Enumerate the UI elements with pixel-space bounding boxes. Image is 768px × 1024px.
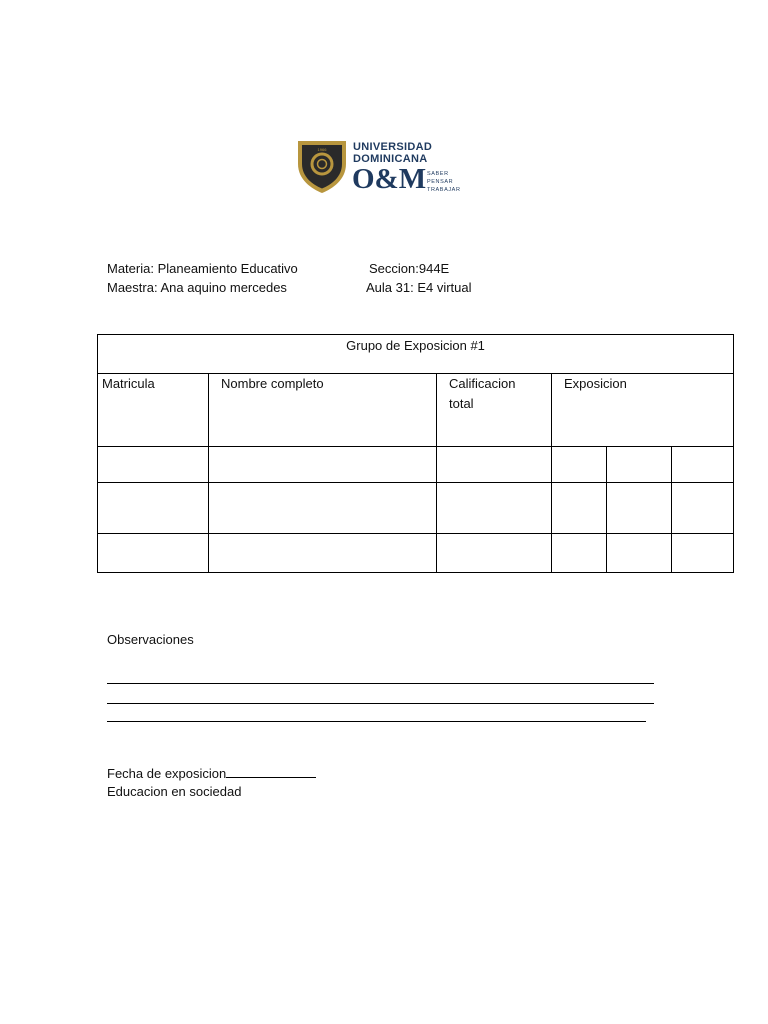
table-row	[98, 534, 734, 573]
cell-matricula[interactable]	[98, 534, 209, 573]
cell-exposicion-3[interactable]	[672, 447, 734, 483]
shield-year: 1966	[317, 147, 327, 152]
header-calificacion	[437, 374, 552, 447]
logo-tagline-saber: SABER	[427, 171, 449, 177]
exposition-group-table	[97, 334, 734, 573]
logo-line-dominicana: DOMINICANA	[353, 153, 428, 165]
cell-exposicion-3[interactable]	[672, 483, 734, 534]
table-title	[98, 335, 734, 374]
logo-brand: O&M	[352, 163, 427, 195]
cell-exposicion-2[interactable]	[607, 447, 672, 483]
header-nombre	[209, 374, 437, 447]
table-row	[98, 483, 734, 534]
university-logo	[296, 138, 476, 196]
cell-matricula[interactable]	[98, 483, 209, 534]
header-exposicion-text: Exposicion	[564, 376, 627, 391]
observaciones-line-1[interactable]	[107, 683, 654, 684]
table-row	[98, 447, 734, 483]
observaciones-label: Observaciones	[107, 632, 194, 647]
fecha-exposicion-label: Fecha de exposicion	[107, 766, 227, 781]
aula-label: Aula 31: E4 virtual	[366, 280, 472, 295]
cell-exposicion-1[interactable]	[552, 447, 607, 483]
fecha-exposicion	[107, 765, 316, 782]
cell-calificacion[interactable]	[437, 534, 552, 573]
cell-matricula[interactable]	[98, 447, 209, 483]
header-calificacion-line1: Calificacion	[449, 376, 516, 391]
cell-calificacion[interactable]	[437, 483, 552, 534]
logo-tagline-pensar: PENSAR	[427, 179, 454, 185]
maestra-label: Maestra: Ana aquino mercedes	[107, 280, 287, 295]
seccion-label: Seccion:944E	[369, 261, 450, 276]
table-title-text: Grupo de Exposicion #1	[346, 338, 485, 353]
materia-label: Materia: Planeamiento Educativo	[107, 261, 298, 276]
cell-exposicion-1[interactable]	[552, 534, 607, 573]
cell-exposicion-1[interactable]	[552, 483, 607, 534]
cell-exposicion-3[interactable]	[672, 534, 734, 573]
observaciones-line-2[interactable]	[107, 703, 654, 704]
header-matricula-text: Matricula	[102, 376, 155, 391]
educacion-label: Educacion en sociedad	[107, 784, 242, 799]
cell-calificacion[interactable]	[437, 447, 552, 483]
observaciones-line-3[interactable]	[107, 721, 646, 722]
cell-nombre[interactable]	[209, 483, 437, 534]
cell-nombre[interactable]	[209, 447, 437, 483]
cell-nombre[interactable]	[209, 534, 437, 573]
header-exposicion	[552, 374, 734, 447]
shield-icon	[296, 138, 348, 194]
header-matricula	[98, 374, 209, 447]
header-nombre-text: Nombre completo	[221, 376, 324, 391]
logo-tagline-trabajar: TRABAJAR	[427, 187, 461, 193]
fecha-exposicion-blank[interactable]	[226, 765, 316, 778]
cell-exposicion-2[interactable]	[607, 534, 672, 573]
header-calificacion-line2: total	[449, 396, 474, 411]
logo-line-universidad: UNIVERSIDAD	[353, 141, 433, 153]
cell-exposicion-2[interactable]	[607, 483, 672, 534]
